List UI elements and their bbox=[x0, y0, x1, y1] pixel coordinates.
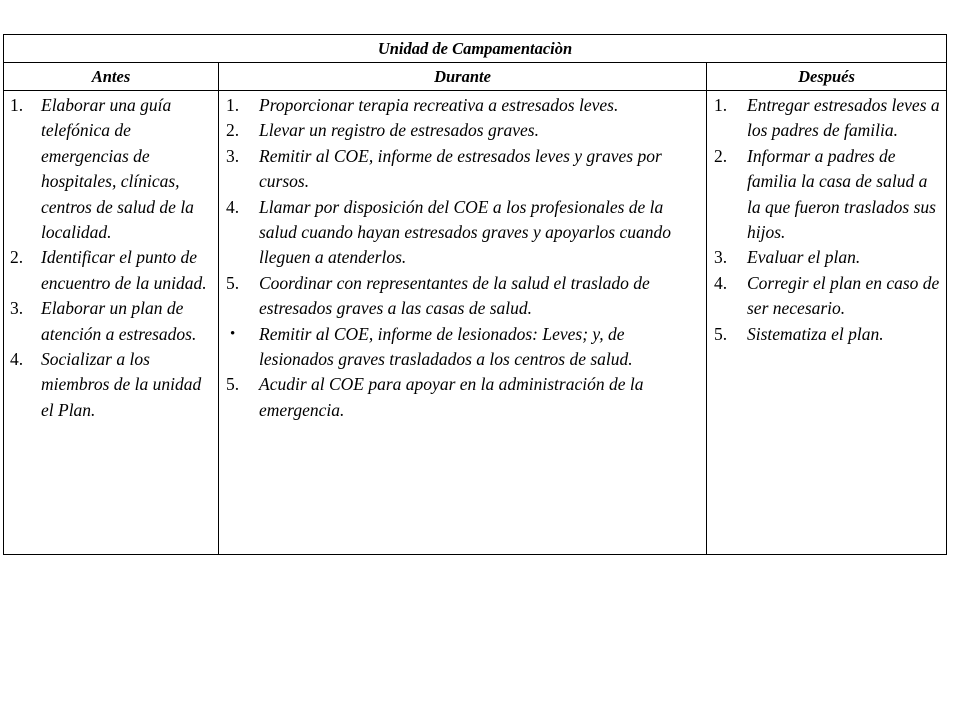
item-text: Acudir al COE para apoyar en la administración de la emergencia. bbox=[259, 374, 644, 420]
column-header-durante: Durante bbox=[219, 63, 707, 91]
list-item bbox=[709, 271, 942, 322]
list-item bbox=[6, 347, 214, 423]
table-title: Unidad de Campamentaciòn bbox=[4, 35, 947, 63]
list-item bbox=[6, 93, 214, 245]
list-item bbox=[709, 322, 942, 347]
item-marker: 4. bbox=[10, 349, 24, 370]
item-marker: 2. bbox=[226, 120, 240, 141]
item-text: Socializar a los miembros de la unidad el Plan. bbox=[41, 349, 202, 420]
title-row bbox=[4, 35, 947, 63]
item-text: Evaluar el plan. bbox=[747, 247, 861, 268]
item-marker: 1. bbox=[714, 95, 728, 115]
item-text: Remitir al COE, informe de estresados leves y graves por cursos. bbox=[259, 145, 662, 192]
item-marker: 2. bbox=[10, 247, 24, 268]
list-item bbox=[709, 245, 942, 270]
list-item bbox=[221, 195, 702, 271]
list-item bbox=[6, 245, 214, 296]
list-item bbox=[709, 144, 942, 246]
item-text: Coordinar con representantes de la salud el traslado de estresados graves a las casas de salud. bbox=[259, 272, 650, 319]
list-item bbox=[221, 144, 702, 195]
list-item bbox=[221, 271, 702, 322]
item-text: Llevar un registro de estresados graves. bbox=[259, 120, 539, 141]
despues-cell bbox=[707, 91, 947, 555]
despues-list bbox=[707, 91, 946, 347]
list-item bbox=[221, 93, 702, 118]
body-row bbox=[4, 91, 947, 555]
list-item bbox=[221, 322, 702, 373]
durante-list bbox=[219, 91, 706, 423]
item-text: Remitir al COE, informe de lesionados: Leves; y, de lesionados graves trasladados a los centros de salud. bbox=[259, 323, 633, 370]
item-marker: 1. bbox=[10, 95, 24, 115]
item-marker: 4. bbox=[226, 196, 240, 217]
item-marker: 3. bbox=[10, 298, 24, 319]
item-text: Elaborar una guía telefónica de emergencias de hospitales, clínicas, centros de salud de la localidad. bbox=[41, 95, 194, 243]
item-text: Identificar el punto de encuentro de la unidad. bbox=[41, 247, 207, 293]
item-text: Entregar estresados leves a los padres de familia. bbox=[747, 95, 940, 141]
item-marker: 4. bbox=[714, 272, 728, 293]
antes-list bbox=[4, 91, 218, 423]
item-marker: 3. bbox=[226, 145, 240, 166]
list-item bbox=[221, 118, 702, 143]
column-header-despues: Después bbox=[707, 63, 947, 91]
list-item bbox=[6, 296, 214, 347]
item-marker: 5. bbox=[226, 374, 240, 395]
item-text: Llamar por disposición del COE a los profesionales de la salud cuando hayan estresados graves y apoyarlos cuando lleguen a atenderlos. bbox=[259, 196, 672, 268]
antes-cell bbox=[4, 91, 219, 555]
item-marker: 5. bbox=[226, 272, 240, 293]
item-text: Proporcionar terapia recreativa a estresados leves. bbox=[259, 95, 619, 115]
campamentacion-table bbox=[3, 34, 947, 555]
item-text: Sistematiza el plan. bbox=[747, 323, 884, 344]
item-marker: 1. bbox=[226, 95, 240, 115]
item-text: Informar a padres de familia la casa de salud a la que fueron traslados sus hijos. bbox=[747, 145, 936, 243]
item-marker: 3. bbox=[714, 247, 728, 268]
header-row bbox=[4, 63, 947, 91]
durante-cell bbox=[219, 91, 707, 555]
item-marker: 2. bbox=[714, 145, 728, 166]
column-header-antes: Antes bbox=[4, 63, 219, 91]
item-marker: 5. bbox=[714, 323, 728, 344]
list-item bbox=[709, 93, 942, 144]
item-text: Corregir el plan en caso de ser necesario. bbox=[747, 272, 940, 319]
item-text: Elaborar un plan de atención a estresados. bbox=[41, 298, 197, 344]
bullet-icon: • bbox=[230, 325, 236, 342]
list-item bbox=[221, 372, 702, 423]
